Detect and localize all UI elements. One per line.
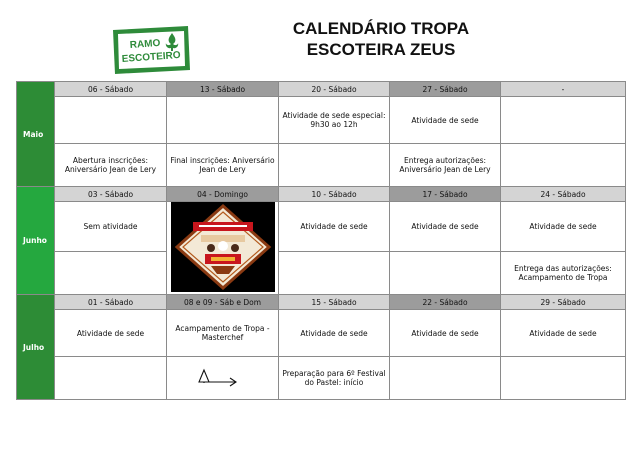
event-cell: Atividade de sede <box>279 202 390 252</box>
table-row <box>17 144 626 187</box>
table-row <box>17 202 626 252</box>
date-header: 04 - Domingo <box>167 187 279 202</box>
event-cell <box>390 251 501 294</box>
trail-sign-icon <box>198 367 248 389</box>
event-cell: Preparação para 6º Festival do Pastel: início <box>279 357 390 400</box>
table-row <box>17 310 626 357</box>
event-cell: Atividade de sede <box>390 202 501 252</box>
event-cell: Atividade de sede especial: 9h30 ao 12h <box>279 97 390 144</box>
date-header: 24 - Sábado <box>501 187 626 202</box>
event-cell: Atividade de sede <box>390 97 501 144</box>
title-line2: ESCOTEIRA ZEUS <box>306 40 456 59</box>
table-row <box>17 295 626 310</box>
month-label: Julho <box>17 295 55 400</box>
date-header: 22 - Sábado <box>390 295 501 310</box>
event-badge-image <box>171 202 275 292</box>
date-header: 08 e 09 - Sáb e Dom <box>167 295 279 310</box>
event-cell <box>279 144 390 187</box>
event-cell <box>55 97 167 144</box>
date-header: 01 - Sábado <box>55 295 167 310</box>
event-cell: Abertura inscrições: Aniversário Jean de Lery <box>55 144 167 187</box>
event-cell <box>55 357 167 400</box>
event-cell <box>501 144 626 187</box>
table-row <box>17 251 626 294</box>
event-cell: Atividade de sede <box>55 310 167 357</box>
date-header: 13 - Sábado <box>167 82 279 97</box>
event-cell <box>501 97 626 144</box>
event-cell: Atividade de sede <box>501 202 626 252</box>
table-row <box>17 187 626 202</box>
event-cell: Acampamento de Tropa - Masterchef <box>167 310 279 357</box>
date-header: 03 - Sábado <box>55 187 167 202</box>
logo-line2: ESCOTEIRO <box>121 49 181 65</box>
title-line1: CALENDÁRIO TROPA <box>292 19 470 38</box>
date-header: 15 - Sábado <box>279 295 390 310</box>
ramo-escoteiro-logo <box>110 24 192 76</box>
date-header: - <box>501 82 626 97</box>
event-cell: Sem atividade <box>55 202 167 252</box>
event-cell <box>55 251 167 294</box>
month-label: Junho <box>17 187 55 295</box>
event-cell: Atividade de sede <box>390 310 501 357</box>
date-header: 29 - Sábado <box>501 295 626 310</box>
table-row <box>17 97 626 144</box>
event-cell <box>167 97 279 144</box>
date-header: 27 - Sábado <box>390 82 501 97</box>
table-row <box>17 82 626 97</box>
event-cell: Entrega das autorizações: Acampamento de Tropa <box>501 251 626 294</box>
date-header: 20 - Sábado <box>279 82 390 97</box>
event-cell <box>390 357 501 400</box>
event-cell-badge <box>167 202 279 295</box>
month-label: Maio <box>17 82 55 187</box>
event-cell: Atividade de sede <box>279 310 390 357</box>
event-cell <box>501 357 626 400</box>
event-cell: Entrega autorizações: Aniversário Jean de Lery <box>390 144 501 187</box>
date-header: 17 - Sábado <box>390 187 501 202</box>
event-cell: Atividade de sede <box>501 310 626 357</box>
logo-line1: RAMO <box>129 37 161 51</box>
calendar-table <box>16 81 626 400</box>
event-cell <box>279 251 390 294</box>
table-row <box>17 357 626 400</box>
date-header: 10 - Sábado <box>279 187 390 202</box>
date-header: 06 - Sábado <box>55 82 167 97</box>
event-cell-trail <box>167 357 279 400</box>
page-title <box>256 18 506 60</box>
event-cell: Final inscrições: Aniversário Jean de Lery <box>167 144 279 187</box>
